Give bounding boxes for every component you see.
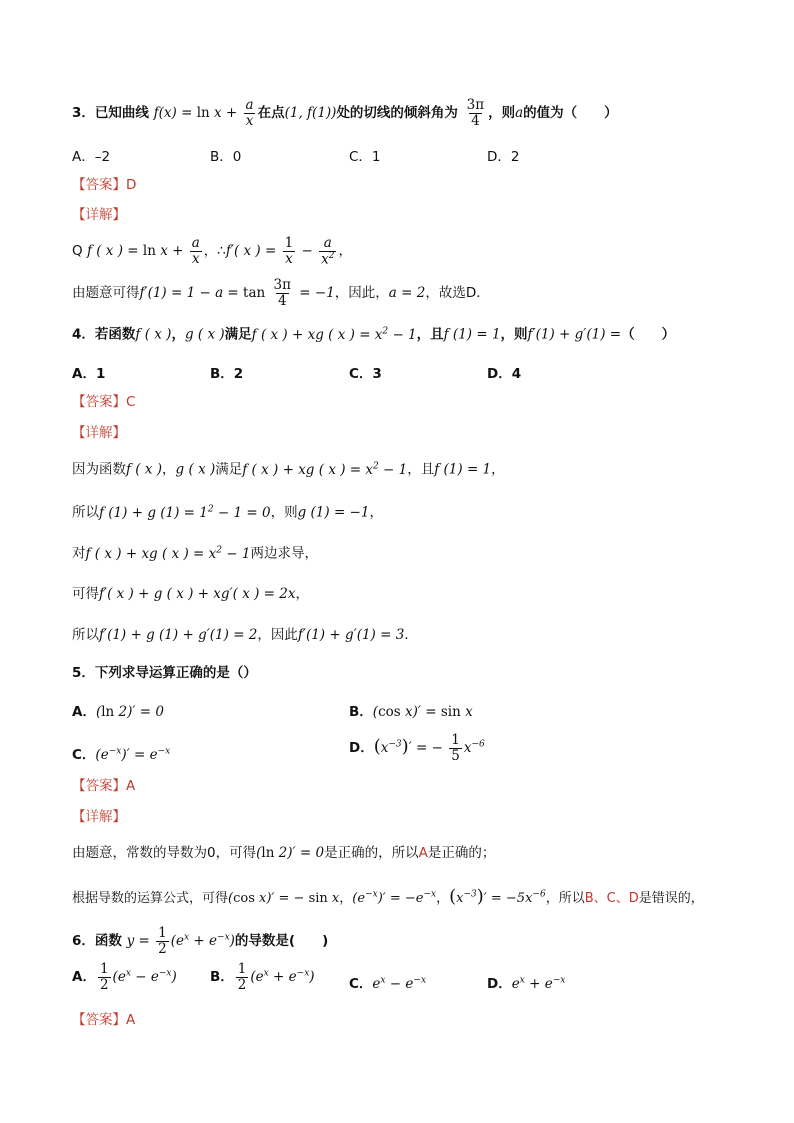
q4-stem: 4．若函数f ( x )，g ( x )满足f ( x ) + xg ( x ) = $x^2 - 1$，且f (1) = 1，则f′(1) + g′(1) =（ ） bbox=[72, 326, 676, 343]
q5-option-d: D．$(x^{-3})'$ = − $\frac{1}{5}$ $x^{-6}$ bbox=[349, 732, 485, 764]
q5-stem: 5．下列求导运算正确的是（） bbox=[72, 665, 257, 681]
q4-detail-label: 【详解】 bbox=[72, 425, 126, 441]
q3-detail-line-1: Q f ( x ) = ln x + $\frac{a}{x}$ ，∴f′( x ) = $\frac{1}{x}$ − $\frac{a}{x^2}$ ， bbox=[72, 235, 352, 268]
q4-detail-line-1: 因为函数f ( x )，g ( x )满足f ( x ) + xg ( x ) = $x^2 - 1$，且f (1) = 1， bbox=[72, 461, 505, 478]
q4-detail-line-3: 对f ( x ) + xg ( x ) = $x^2 - 1$两边求导， bbox=[72, 545, 318, 562]
q3-option-a: A．–2 bbox=[72, 149, 111, 165]
q5-option-c: C．$(e^{-x})' = e^{-x}$ bbox=[72, 746, 171, 763]
q5-number: 5． bbox=[72, 665, 95, 681]
q3-option-b: B．0 bbox=[210, 149, 242, 165]
q4-option-a: A．1 bbox=[72, 366, 106, 382]
q4-option-d: D．4 bbox=[487, 366, 522, 382]
q3-detail-label: 【详解】 bbox=[72, 207, 126, 223]
q6-number: 6． bbox=[72, 932, 95, 949]
q4-number: 4． bbox=[72, 326, 95, 343]
q4-detail-line-4: 可得f′( x ) + g ( x ) + xg′( x ) = 2x， bbox=[72, 586, 309, 602]
q3-option-c: C．1 bbox=[349, 149, 381, 165]
q4-option-b: B．2 bbox=[210, 366, 244, 382]
q5-detail-label: 【详解】 bbox=[72, 809, 126, 825]
q3-function: f(x) = ln x + $\frac{a}{x}$ bbox=[153, 97, 254, 129]
q6-option-a: A． $\frac{1}{2}$ $(e^x - e^{-x})$ bbox=[72, 961, 177, 993]
q5-option-b: B．(cos x)′ = sin x bbox=[349, 704, 473, 720]
q3-option-d: D．2 bbox=[487, 149, 520, 165]
q5-detail-line-2: 根据导数的运算公式，可得(cos x)′ = − sin x，$(e^{-x})' = -e^{-x}$，$(x^{-3})' = -5x^{-6}$，所以B、C、D是错误的， bbox=[72, 886, 704, 907]
q4-detail-line-2: 所以f (1) + g $(1) = 1^2 - 1 = 0$，则g (1) = −1， bbox=[72, 504, 383, 521]
q5-answer: 【答案】A bbox=[72, 778, 136, 794]
q3-detail-line-2: 由题意可得f′(1) = 1 − a = tan $\frac{3\pi}{4}$ = −1，因此，a = 2，故选D． bbox=[72, 277, 490, 309]
q6-option-c: C．$e^x - e^{-x}$ bbox=[349, 975, 427, 992]
q4-option-c: C．3 bbox=[349, 366, 382, 382]
q3-stem: 3．已知曲线 f(x) = ln x + $\frac{a}{x}$ 在点(1, f(1))处的切线的倾斜角为 $\frac{3\pi}{4}$ ，则a的值为（ ） bbox=[72, 97, 618, 129]
q3-number: 3． bbox=[72, 104, 95, 121]
q6-option-b: B． $\frac{1}{2}$ $(e^x + e^{-x})$ bbox=[210, 961, 315, 993]
q4-detail-line-5: 所以f′(1) + g (1) + g′(1) = 2，因此f′(1) + g′(1) = 3． bbox=[72, 627, 418, 643]
q5-option-a: A．(ln 2)′ = 0 bbox=[72, 704, 164, 720]
q6-stem: 6．函数 y = $\frac{1}{2}$ $(e^x + e^{-x})$的导数是( ) bbox=[72, 925, 329, 957]
q4-answer: 【答案】C bbox=[72, 394, 136, 410]
q6-answer: 【答案】A bbox=[72, 1012, 136, 1028]
q5-detail-line-1: 由题意，常数的导数为0，可得(ln 2)′ = 0是正确的，所以A是正确的； bbox=[72, 845, 496, 861]
q6-option-d: D．$e^x + e^{-x}$ bbox=[487, 975, 566, 992]
q3-answer: 【答案】D bbox=[72, 177, 137, 193]
